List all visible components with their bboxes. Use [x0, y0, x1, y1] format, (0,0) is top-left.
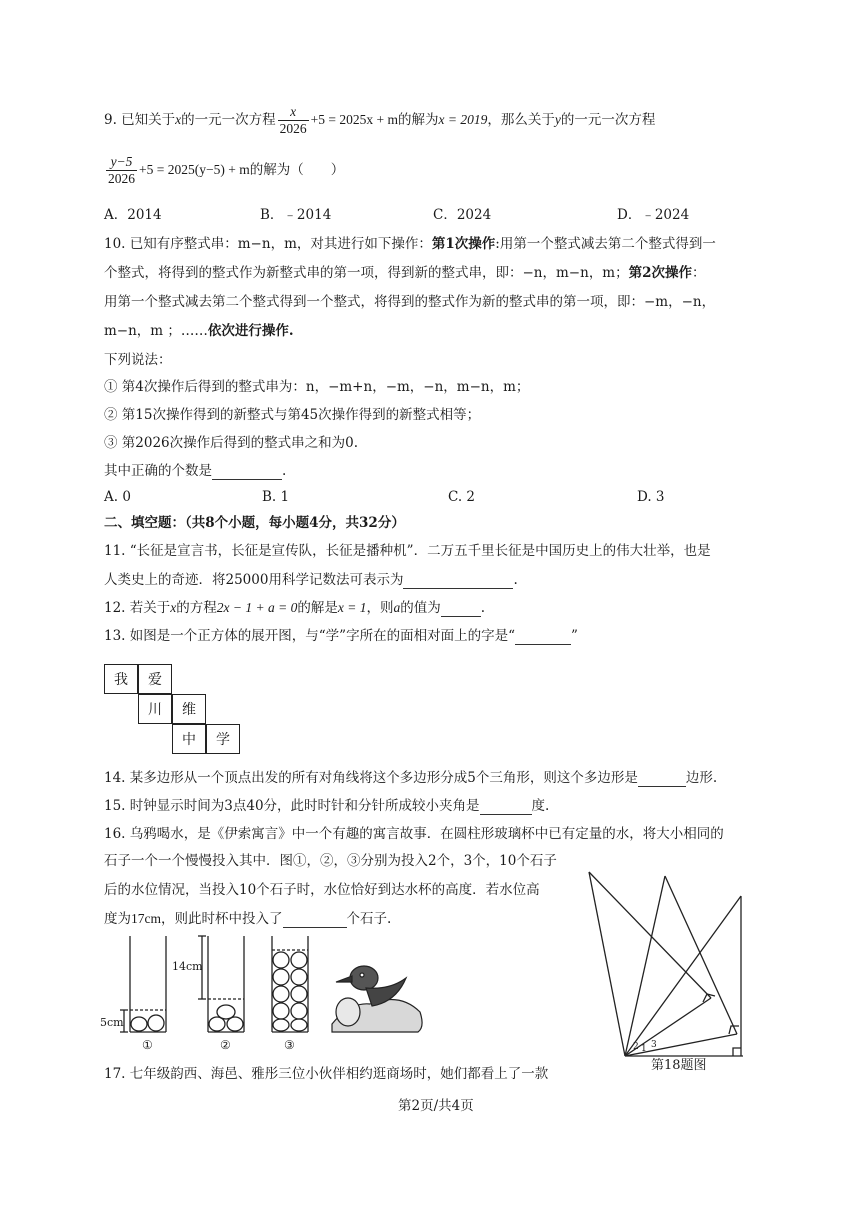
q11-end: .: [513, 572, 518, 588]
q9-mid1: 的一元一次方程: [181, 112, 276, 129]
label-14cm: 14cm: [172, 960, 203, 973]
q16-line1: 16. 乌鸦喝水，是《伊索寓言》中一个有趣的寓言故事．在圆柱形玻璃杯中已有定量的水，将大小相同的: [104, 826, 724, 842]
cups-figure: [100, 932, 430, 1056]
q13-text: 13. 如图是一个正方体的展开图，与“学”字所在的面相对面上的字是“: [104, 628, 515, 644]
label-5cm: 5cm: [100, 1016, 124, 1029]
crow-illustration: [332, 966, 422, 1032]
eq1-rest: +5 = 2025x + m: [310, 112, 399, 128]
cup-label-2: ②: [220, 1038, 231, 1052]
q16-line2: 石子一个一个慢慢投入其中．图①，②，③分别为投入2个，3个，10个石子: [104, 853, 557, 869]
q10-line1: [104, 236, 716, 252]
q10-ask-text: 其中正确的个数是: [104, 463, 212, 479]
q12-b: 的方程: [176, 600, 217, 616]
q17-line: 17. 七年级韵西、海邑、雅彤三位小伙伴相约逛商场时，她们都看上了一款: [104, 1066, 549, 1082]
q9-option-d: D．﹣2024: [617, 207, 690, 223]
q10-line3: 用第一个整式减去第二个整式得到一个整式，将得到的整式作为新的整式串的第一项，即：−m，−n，: [104, 294, 716, 310]
q10-ask: [104, 463, 286, 480]
q10-option-a: A. 0: [104, 489, 131, 505]
answer-blank[interactable]: [403, 572, 513, 589]
frac1-num: x: [278, 104, 309, 121]
q9-mid3: ，那么关于: [487, 112, 555, 129]
q10-statement-2: ② 第15次操作得到的新整式与第45次操作得到的新整式相等；: [104, 407, 481, 423]
q10-line4-text: m−n，m ；……: [104, 323, 208, 339]
q12-line: [104, 600, 485, 617]
angle-label-3: 3: [651, 1040, 657, 1050]
q10-line2-rest: ：: [692, 265, 706, 281]
q16-line4b: ，则此时杯中投入了: [161, 911, 283, 927]
q16-line4-end: 个石子.: [346, 911, 392, 927]
cup-2: [198, 936, 244, 1032]
answer-blank[interactable]: [441, 600, 481, 617]
q15-text: 15. 时钟显示时间为3点40分，此时时针和分针所成较小夹角是: [104, 798, 480, 814]
q12-eq: 2x − 1 + a = 0: [216, 600, 298, 615]
q13-line: [104, 628, 578, 645]
frac2-den: 2026: [108, 171, 135, 187]
q12-x: x: [170, 600, 177, 615]
q10-statement-3: ③ 第2026次操作后得到的整式串之和为0.: [104, 435, 359, 451]
q12-a-var: a: [393, 600, 401, 615]
q9-line1: [104, 104, 655, 137]
var-x: x: [175, 112, 182, 128]
q9-prefix: 9. 已知关于: [104, 112, 176, 129]
q9-option-c: C．2024: [433, 207, 492, 223]
var-y: y: [554, 112, 561, 128]
q10-ask-end: .: [282, 463, 287, 479]
q16-line4a: 度为: [104, 911, 131, 927]
net-cell-3: 川: [138, 694, 172, 724]
q11-line2-text: 人类史上的奇迹．将25000用科学记数法可表示为: [104, 572, 404, 588]
q9-sol: x = 2019: [438, 112, 488, 128]
frac2-num: y−5: [106, 154, 137, 171]
net-cell-1: 我: [104, 664, 138, 694]
q9-option-b: B．﹣2014: [260, 207, 332, 223]
q13-end: ”: [570, 628, 578, 644]
q10-line2-text: 个整式，将得到的整式作为新整式串的第一项，得到新的整式串，即：−n，m−n，m；: [104, 265, 629, 281]
cube-net: [104, 664, 244, 760]
q14-text: 14. 某多边形从一个顶点出发的所有对角线将这个多边形分成5个三角形，则这个多边形是: [104, 770, 638, 786]
q10-option-c: C. 2: [448, 489, 476, 505]
answer-blank[interactable]: [480, 798, 532, 815]
q10-intro: 下列说法：: [104, 352, 172, 368]
angle-label-1: 1: [641, 1044, 647, 1054]
q10-line4: [104, 323, 294, 339]
q10-op1: 第1次操作: [431, 236, 496, 252]
q9-mid2: 的解为: [398, 112, 439, 129]
q10-line1-text: 10. 已知有序整式串：m−n，m，对其进行如下操作：: [104, 236, 432, 252]
q10-op2: 第2次操作: [628, 265, 693, 281]
net-cell-2: 爱: [138, 664, 172, 694]
q11-line2: [104, 572, 518, 589]
cup-3: [272, 936, 308, 1032]
q9-mid4: 的一元一次方程: [560, 112, 656, 129]
q10-line1-rest: :用第一个整式减去第二个整式得到一: [495, 236, 716, 252]
q15-line: [104, 798, 549, 815]
page-number: 第2页/共4页: [398, 1098, 474, 1114]
frac1: [278, 104, 309, 137]
q12-a: 12. 若关于: [104, 600, 171, 616]
q10-line2: [104, 265, 706, 281]
eq2-rest: +5 = 2025(y−5) + m: [139, 162, 250, 178]
net-cell-6: 学: [206, 724, 240, 754]
q9-tail: 的解为（ ）: [249, 162, 345, 179]
answer-blank[interactable]: [212, 463, 282, 480]
q15-end: 度.: [531, 798, 550, 814]
q12-c: 的解是: [297, 600, 338, 616]
section-title: 二、填空题：（共8个小题，每小题4分，共32分）: [104, 515, 405, 531]
q9-line2: [104, 154, 344, 187]
q10-line4-bold: 依次进行操作.: [207, 323, 294, 339]
q12-sol: x = 1: [337, 600, 367, 615]
q11-line1: 11. “长征是宣言书，长征是宣传队，长征是播种机”．二万五千里长征是中国历史上的伟大壮举，也是: [104, 543, 711, 559]
q14-end: 边形.: [685, 770, 718, 786]
net-cell-4: 维: [172, 694, 206, 724]
q12-e: 的值为: [400, 600, 441, 616]
answer-blank[interactable]: [515, 628, 571, 645]
cup-label-3: ③: [284, 1038, 295, 1052]
q12-end: .: [480, 600, 485, 616]
q9-option-a: A．2014: [104, 207, 162, 223]
answer-blank[interactable]: [283, 911, 347, 928]
angle-label-2: 2: [633, 1042, 639, 1052]
cup-label-1: ①: [142, 1038, 153, 1052]
q12-d: ，则: [366, 600, 394, 616]
q16-line4: [104, 911, 391, 928]
figure-caption: 第18题图: [651, 1058, 707, 1073]
frac1-den: 2026: [279, 121, 307, 137]
q16-line3: 后的水位情况，当投入10个石子时，水位恰好到达水杯的高度．若水位高: [104, 882, 540, 898]
q10-option-d: D. 3: [637, 489, 665, 505]
net-cell-5: 中: [172, 724, 206, 754]
answer-blank[interactable]: [638, 770, 686, 787]
cup-1: [120, 936, 166, 1032]
q10-statement-1: ① 第4次操作后得到的整式串为：n，−m+n，−m，−n，m−n，m；: [104, 379, 530, 395]
q10-option-b: B. 1: [262, 489, 290, 505]
figure-18: [585, 866, 755, 1076]
frac2: [106, 154, 137, 187]
q16-height-value: 17cm: [131, 911, 161, 926]
q14-line: [104, 770, 717, 787]
